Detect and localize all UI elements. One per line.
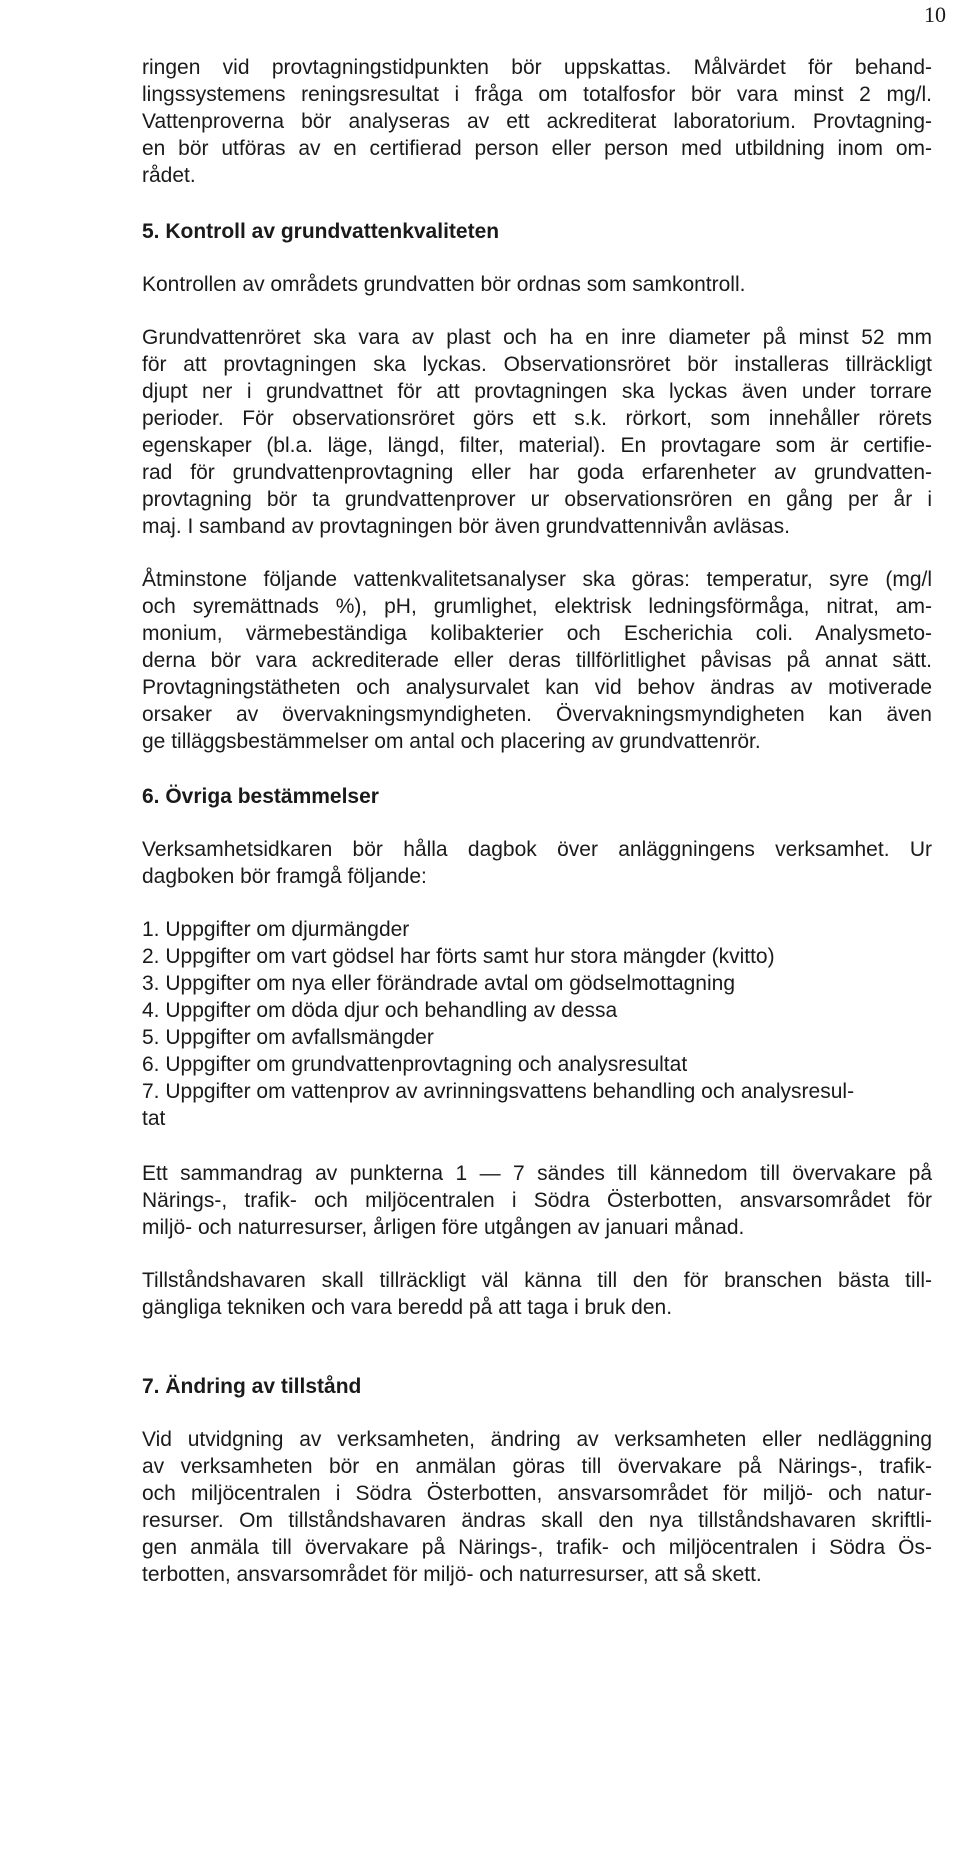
text-line: orsaker av övervakningsmyndigheten. Övervakningsmyndigheten kan även [142, 703, 932, 726]
text-line: för att provtagningen ska lyckas. Observationsröret bör installeras tillräckligt [142, 353, 932, 376]
list-item: 7. Uppgifter om vattenprov av avrinningsvattens behandling och analysresul- [142, 1080, 855, 1103]
text-line: gen anmäla till övervakare på Närings-, trafik- och miljöcentralen i Södra Ös- [142, 1536, 932, 1559]
text-line: Åtminstone följande vattenkvalitetsanalyser ska göras: temperatur, syre (mg/l [142, 568, 932, 591]
list-item: 4. Uppgifter om döda djur och behandling av dessa [142, 999, 618, 1022]
text-line: Vattenproverna bör analyseras av ett ackrediterat laboratorium. Provtagning- [142, 110, 932, 133]
text-line: en bör utföras av en certifierad person eller person med utbildning inom om- [142, 137, 932, 160]
text-line: maj. I samband av provtagningen bör även grundvattennivån avläsas. [142, 515, 790, 538]
list-item: 5. Uppgifter om avfallsmängder [142, 1026, 434, 1049]
text-line: terbotten, ansvarsområdet för miljö- och naturresurser, att så skett. [142, 1563, 762, 1586]
paragraph [142, 324, 932, 540]
text-line: lingssystemens reningsresultat i fråga om totalfosfor bör vara minst 2 mg/l. [142, 83, 932, 106]
text-line: och miljöcentralen i Södra Österbotten, ansvarsområdet för miljö- och natur- [142, 1482, 932, 1505]
text-line: Vid utvidgning av verksamheten, ändring av verksamheten eller nedläggning [142, 1428, 932, 1451]
list-item: 1. Uppgifter om djurmängder [142, 918, 410, 941]
text-line: perioder. För observationsröret görs ett s.k. rörkort, som innehåller rörets [142, 407, 932, 430]
section-heading: 7. Ändring av tillstånd [142, 1375, 362, 1398]
text-line: provtagning bör ta grundvattenprover ur observationsrören en gång per år i [142, 488, 932, 511]
list-item: 2. Uppgifter om vart gödsel har förts samt hur stora mängder (kvitto) [142, 945, 775, 968]
text-line: miljö- och naturresurser, årligen före utgången av januari månad. [142, 1216, 745, 1239]
paragraph [142, 1426, 932, 1588]
numbered-list [142, 916, 932, 1132]
text-line: och syremättnads %), pH, grumlighet, elektrisk ledningsförmåga, nitrat, am- [142, 595, 932, 618]
text-line: monium, värmebeständiga kolibakterier och Escherichia coli. Analysmeto- [142, 622, 932, 645]
text-line: rad för grundvattenprovtagning eller har goda erfarenheter av grundvatten- [142, 461, 932, 484]
text-line: Grundvattenröret ska vara av plast och ha en inre diameter på minst 52 mm [142, 326, 932, 349]
text-line: resurser. Om tillståndshavaren ändras skall den nya tillståndshavaren skriftli- [142, 1509, 932, 1532]
text-line: rådet. [142, 164, 196, 187]
text-line: egenskaper (bl.a. läge, längd, filter, material). En provtagare som är certifie- [142, 434, 932, 457]
list-item: 3. Uppgifter om nya eller förändrade avtal om gödselmottagning [142, 972, 736, 995]
list-item: 6. Uppgifter om grundvattenprovtagning och analysresultat [142, 1053, 688, 1076]
text-line: Provtagningstätheten och analysurvalet kan vid behov ändras av motiverade [142, 676, 932, 699]
text-line: Ett sammandrag av punkterna 1 — 7 sändes till kännedom till övervakare på [142, 1162, 932, 1185]
text-line: Närings-, trafik- och miljöcentralen i Södra Österbotten, ansvarsområdet för [142, 1189, 932, 1212]
text-line: Verksamhetsidkaren bör hålla dagbok över anläggningens verksamhet. Ur [142, 838, 932, 861]
text-line: derna bör vara ackrediterade eller deras tillförlitlighet påvisas på annat sätt. [142, 649, 932, 672]
text-line: av verksamheten bör en anmälan göras till övervakare på Närings-, trafik- [142, 1455, 932, 1478]
text-line: gängliga tekniken och vara beredd på att taga i bruk den. [142, 1296, 673, 1319]
section-heading: 5. Kontroll av grundvattenkvaliteten [142, 220, 500, 243]
text-line: ringen vid provtagningstidpunkten bör uppskattas. Målvärdet för behand- [142, 56, 932, 79]
intro-paragraph [142, 54, 932, 189]
paragraph [142, 836, 932, 890]
paragraph [142, 1267, 932, 1321]
paragraph [142, 566, 932, 755]
text-line: Tillståndshavaren skall tillräckligt väl känna till den för branschen bästa till- [142, 1269, 932, 1292]
list-item: tat [142, 1107, 166, 1130]
text-line: djupt ner i grundvattnet för att provtagningen ska lyckas även under torrare [142, 380, 932, 403]
text-line: dagboken bör framgå följande: [142, 865, 427, 888]
paragraph [142, 271, 932, 298]
text-line: ge tilläggsbestämmelser om antal och placering av grundvattenrör. [142, 730, 761, 753]
document-body [142, 54, 932, 1588]
paragraph [142, 1160, 932, 1241]
section-heading: 6. Övriga bestämmelser [142, 785, 379, 808]
page-number: 10 [924, 2, 946, 27]
text-line: Kontrollen av områdets grundvatten bör ordnas som samkontroll. [142, 273, 746, 296]
